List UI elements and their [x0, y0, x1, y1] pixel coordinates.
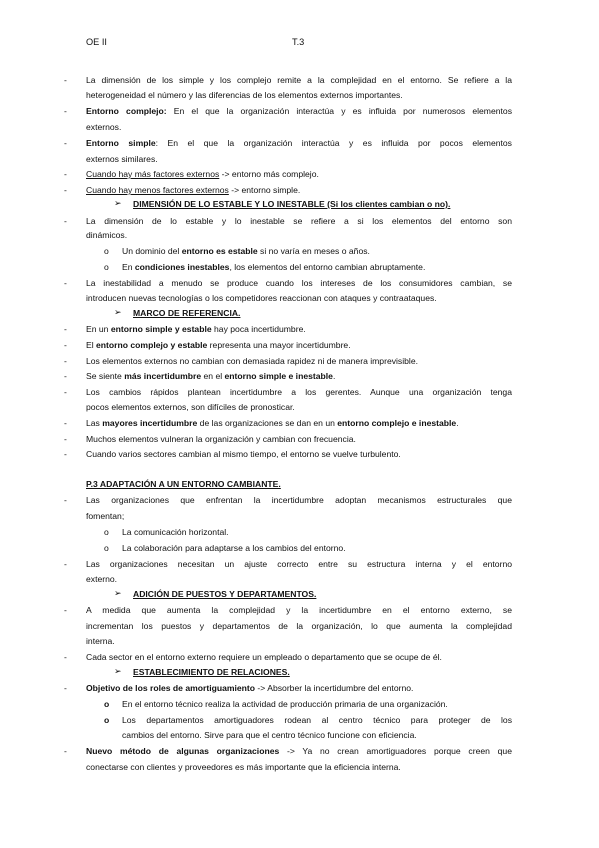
- arrow-bullet-icon: ➢: [114, 588, 122, 598]
- arrow-bullet-icon: ➢: [114, 307, 122, 317]
- paragraph-line: A medida que aumenta la complejidad y la incertidumbre en el entorno externo, se: [86, 605, 512, 615]
- dash-bullet: -: [64, 449, 67, 459]
- paragraph-line: Las organizaciones que enfrentan la incertidumbre adoptan mecanismos estructurales que: [86, 495, 512, 505]
- paragraph-line: externos similares.: [86, 154, 158, 164]
- paragraph-line: Cuando hay menos factores externos -> entorno simple.: [86, 185, 301, 195]
- sub-bullet: o: [104, 699, 110, 709]
- sub-item: En el entorno técnico realiza la actividad de producción primaria de una organización.: [122, 699, 448, 709]
- paragraph-line: Los elementos externos no cambian con demasiada rapidez ni de manera imprevisible.: [86, 356, 418, 366]
- dash-bullet: -: [64, 495, 67, 505]
- bold-term: Entorno complejo:: [86, 106, 167, 116]
- paragraph-line: La dimensión de los simple y los complejo remite a la complejidad en el entorno. Se refiere a la: [86, 75, 512, 85]
- paragraph-line: El entorno complejo y estable representa una mayor incertidumbre.: [86, 340, 351, 350]
- sub-item: En condiciones inestables, los elementos del entorno cambian abruptamente.: [122, 262, 426, 272]
- bold-term: Entorno simple: [86, 138, 156, 148]
- dash-bullet: -: [64, 356, 67, 366]
- paragraph-line: introducen nuevas tecnologías o los competidores reaccionan con ataques y contraataques.: [86, 293, 437, 303]
- dash-bullet: -: [64, 278, 67, 288]
- header-left: OE II: [86, 37, 107, 47]
- dash-bullet: -: [64, 418, 67, 428]
- dash-bullet: -: [64, 746, 67, 756]
- paragraph-line: Nuevo método de algunas organizaciones -> Ya no crean amortiguadores porque creen que: [86, 746, 512, 756]
- paragraph-line: Muchos elementos vulneran la organización y cambian con frecuencia.: [86, 434, 356, 444]
- sub-bullet: o: [104, 262, 109, 272]
- paragraph-line: dinámicos.: [86, 230, 128, 240]
- sub-item: cambios del entorno. Sirve para que el centro técnico funcione con eficiencia.: [122, 730, 417, 740]
- sub-bullet: o: [104, 246, 109, 256]
- paragraph-line: La inestabilidad a menudo se produce cuando los intereses de los consumidores cambian, se: [86, 278, 512, 288]
- paragraph-line: Cuando hay más factores externos -> entorno más complejo.: [86, 169, 319, 179]
- paragraph-line: pocos elementos externos, son difíciles de pronosticar.: [86, 402, 295, 412]
- subheading: ESTABLECIMIENTO DE RELACIONES.: [133, 667, 290, 677]
- paragraph-line: incrementan los puestos y departamentos de la organización, lo que aumenta la complejidad: [86, 621, 512, 631]
- paragraph-line: Cada sector en el entorno externo requiere un empleado o departamento que se ocupe de él.: [86, 652, 442, 662]
- sub-item: La colaboración para adaptarse a los cambios del entorno.: [122, 543, 346, 553]
- arrow-bullet-icon: ➢: [114, 198, 122, 208]
- dash-bullet: -: [64, 559, 67, 569]
- sub-bullet: o: [104, 715, 110, 725]
- paragraph-line: La dimensión de lo estable y lo inestable se refiere a si los elementos del entorno son: [86, 216, 512, 226]
- paragraph-line: Las organizaciones necesitan un ajuste correcto entre su estructura interna y el entorno: [86, 559, 512, 569]
- paragraph-line: Se siente más incertidumbre en el entorno simple e inestable.: [86, 371, 336, 381]
- dash-bullet: -: [64, 185, 67, 195]
- dash-bullet: -: [64, 371, 67, 381]
- dash-bullet: -: [64, 387, 67, 397]
- paragraph-line: interna.: [86, 636, 115, 646]
- paragraph-line: Entorno complejo: En el que la organización interactúa y es influida por numerosos elementos: [86, 106, 512, 116]
- dash-bullet: -: [64, 652, 67, 662]
- subheading: MARCO DE REFERENCIA.: [133, 308, 241, 318]
- header-right: T.3: [292, 37, 305, 47]
- arrow-bullet-icon: ➢: [114, 666, 122, 676]
- sub-item: Los departamentos amortiguadores rodean al centro técnico para proteger de los: [122, 715, 512, 725]
- dash-bullet: -: [64, 216, 67, 226]
- dash-bullet: -: [64, 683, 67, 693]
- paragraph-line: En un entorno simple y estable hay poca incertidumbre.: [86, 324, 306, 334]
- sub-bullet: o: [104, 543, 109, 553]
- paragraph-line: heterogeneidad el número y las diferencias de los elementos externos importantes.: [86, 90, 403, 100]
- dash-bullet: -: [64, 106, 67, 116]
- paragraph-line: externo.: [86, 574, 118, 584]
- paragraph-line: conectarse con clientes y proveedores es más importante que la eficiencia interna.: [86, 762, 401, 772]
- subheading: DIMENSIÓN DE LO ESTABLE Y LO INESTABLE (Si los clientes cambian o no).: [133, 199, 451, 209]
- dash-bullet: -: [64, 605, 67, 615]
- dash-bullet: -: [64, 434, 67, 444]
- paragraph-line: Objetivo de los roles de amortiguamiento -> Absorber la incertidumbre del entorno.: [86, 683, 414, 693]
- dash-bullet: -: [64, 340, 67, 350]
- paragraph-line: Cuando varios sectores cambian al mismo tiempo, el entorno se vuelve turbulento.: [86, 449, 401, 459]
- sub-bullet: o: [104, 527, 109, 537]
- paragraph-line: externos.: [86, 122, 122, 132]
- sub-item: Un dominio del entorno es estable si no varía en meses o años.: [122, 246, 370, 256]
- section-heading: P.3 ADAPTACIÓN A UN ENTORNO CAMBIANTE.: [86, 479, 281, 489]
- paragraph-line: Entorno simple: En el que la organización interactúa y es influida por pocos elementos: [86, 138, 512, 148]
- dash-bullet: -: [64, 324, 67, 334]
- dash-bullet: -: [64, 138, 67, 148]
- subheading: ADICIÓN DE PUESTOS Y DEPARTAMENTOS.: [133, 589, 317, 599]
- paragraph-line: Las mayores incertidumbre de las organizaciones se dan en un entorno complejo e inestable.: [86, 418, 459, 428]
- sub-item: La comunicación horizontal.: [122, 527, 229, 537]
- paragraph-line: fomentan;: [86, 511, 125, 521]
- dash-bullet: -: [64, 75, 67, 85]
- paragraph-line: Los cambios rápidos plantean incertidumbre a los gerentes. Aunque una organización tenga: [86, 387, 512, 397]
- dash-bullet: -: [64, 169, 67, 179]
